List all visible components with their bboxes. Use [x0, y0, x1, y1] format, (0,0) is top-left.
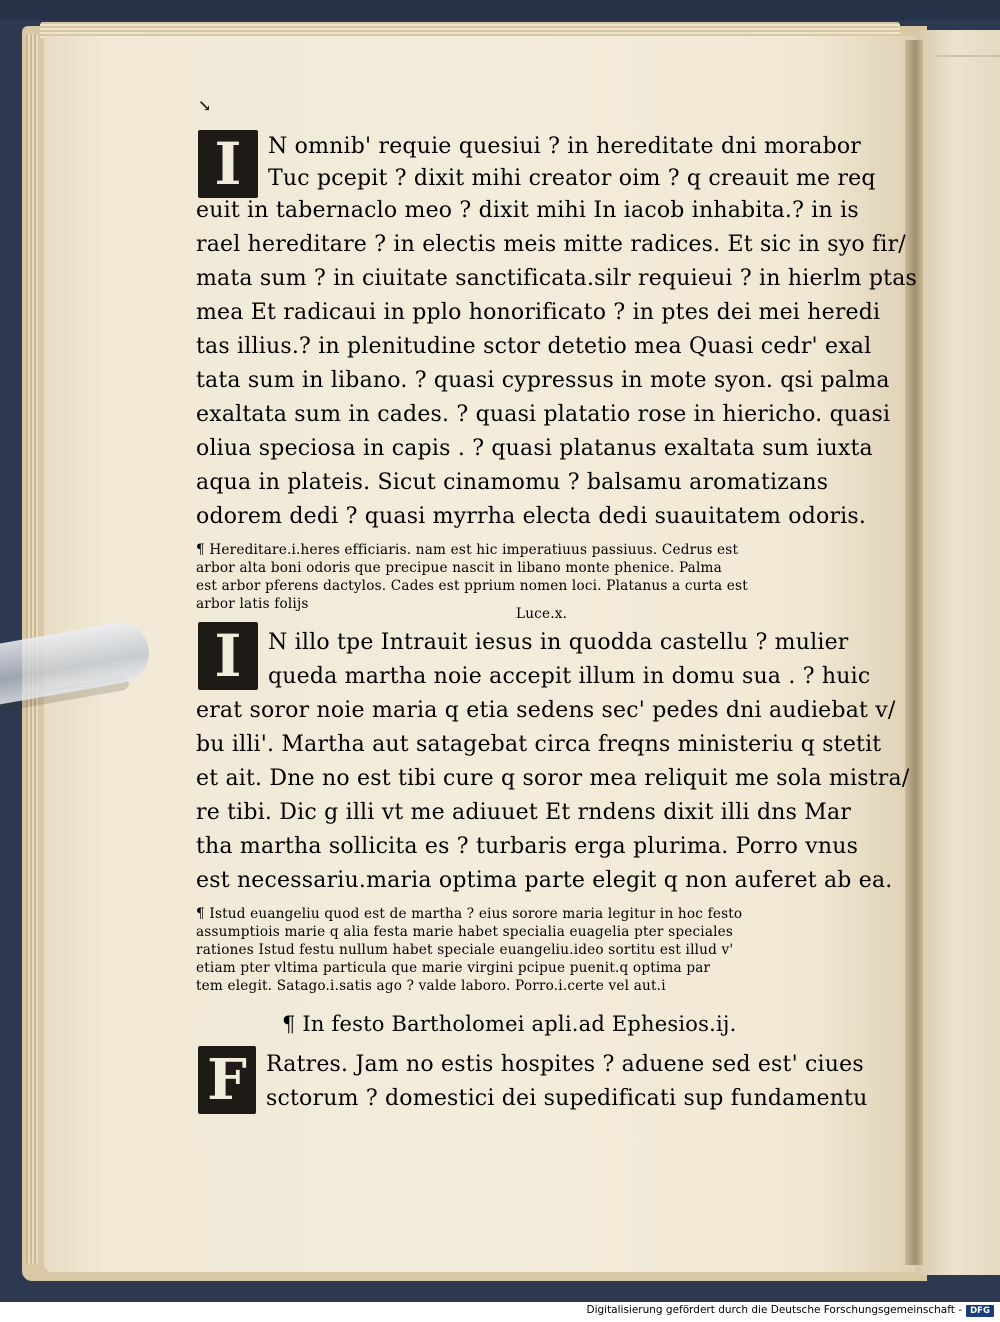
initial-letter-2: I: [198, 622, 258, 690]
text-line: N illo tpe Intrauit iesus in quodda castellu ? mulier: [268, 630, 849, 655]
text-line: est necessariu.maria optima parte elegit q non auferet ab ea.: [196, 868, 893, 893]
text-line: mea Et radicaui in pplo honorificato ? in ptes dei mei heredi: [196, 300, 881, 325]
text-line: bu illi'. Martha aut satagebat circa freqns ministeriu q stetit: [196, 732, 882, 757]
initial-letter-3: F: [198, 1046, 256, 1114]
scan-top-edge: [0, 0, 1000, 20]
note-line: ¶ Istud euangeliu quod est de martha ? eius sorore maria legitur in hoc festo: [196, 906, 743, 922]
note-line: rationes Istud festu nullum habet speciale euangeliu.ideo sortitu est illud v': [196, 942, 734, 958]
text-line: rael hereditare ? in electis meis mitte radices. Et sic in syo fir/: [196, 232, 906, 257]
note-line: assumptiois marie q alia festa marie habet specialia euagelia pter speciales: [196, 924, 734, 940]
dfg-logo: DFG: [966, 1305, 994, 1317]
text-line: exaltata sum in cades. ? quasi platatio rose in hiericho. quasi: [196, 402, 891, 427]
note-line: arbor latis folijs: [196, 596, 309, 612]
text-line: mata sum ? in ciuitate sanctificata.silr requieui ? in hierlm ptas: [196, 266, 918, 291]
text-line: et ait. Dne no est tibi cure q soror mea reliquit me sola mistra/: [196, 766, 910, 791]
text-line: erat soror noie maria q etia sedens sec' pedes dni audiebat v/: [196, 698, 896, 723]
text-line: tata sum in libano. ? quasi cypressus in mote syon. qsi palma: [196, 368, 890, 393]
section-heading: ¶ In festo Bartholomei apli.ad Ephesios.ij.: [282, 1012, 737, 1036]
stray-mark: ↘: [198, 96, 212, 115]
note-line: ¶ Hereditare.i.heres efficiaris. nam est hic imperatiuus passiuus. Cedrus est: [196, 542, 739, 558]
text-line: re tibi. Dic g illi vt me adiuuet Et rndens dixit illi dns Mar: [196, 800, 852, 825]
facing-page-edge: [936, 55, 1000, 57]
text-line: N omnib' requie quesiui ? in hereditate dni morabor: [268, 134, 862, 159]
text-line: aqua in plateis. Sicut cinamomu ? balsamu aromatizans: [196, 470, 829, 495]
text-line: tha martha sollicita es ? turbaris erga plurima. Porro vnus: [196, 834, 859, 859]
note-line: est arbor pferens dactylos. Cades est pprium nomen loci. Platanus a curta est: [196, 578, 748, 594]
note-line: etiam pter vltima particula que marie virgini pcipue puenit.q optima par: [196, 960, 711, 976]
text-line: odorem dedi ? quasi myrrha electa dedi suauitatem odoris.: [196, 504, 867, 529]
text-line: tas illius.? in plenitudine sctor detetio mea Quasi cedr' exal: [196, 334, 872, 359]
note-line: arbor alta boni odoris que precipue nascit in libano monte phenice. Palma: [196, 560, 722, 576]
note-line: tem elegit. Satago.i.satis ago ? valde laboro. Porro.i.certe vel aut.i: [196, 978, 666, 994]
text-line: Tuc pcepit ? dixit mihi creator oim ? q creauit me req: [268, 166, 876, 191]
text-line: Ratres. Jam no estis hospites ? aduene sed est' ciues: [266, 1052, 864, 1077]
text-line: oliua speciosa in capis . ? quasi platanus exaltata sum iuxta: [196, 436, 873, 461]
facing-page: [920, 30, 1000, 1275]
initial-letter-1: I: [198, 130, 258, 198]
text-line: sctorum ? domestici dei supedificati sup fundamentu: [266, 1086, 868, 1111]
book-gutter: [905, 40, 923, 1265]
text-line: euit in tabernaclo meo ? dixit mihi In iacob inhabita.? in is: [196, 198, 859, 223]
text-line: queda martha noie accepit illum in domu sua . ? huic: [268, 664, 871, 689]
gospel-reference: Luce.x.: [516, 606, 568, 622]
funding-credit: Digitalisierung gefördert durch die Deutsche Forschungsgemeinschaft -: [586, 1304, 962, 1316]
